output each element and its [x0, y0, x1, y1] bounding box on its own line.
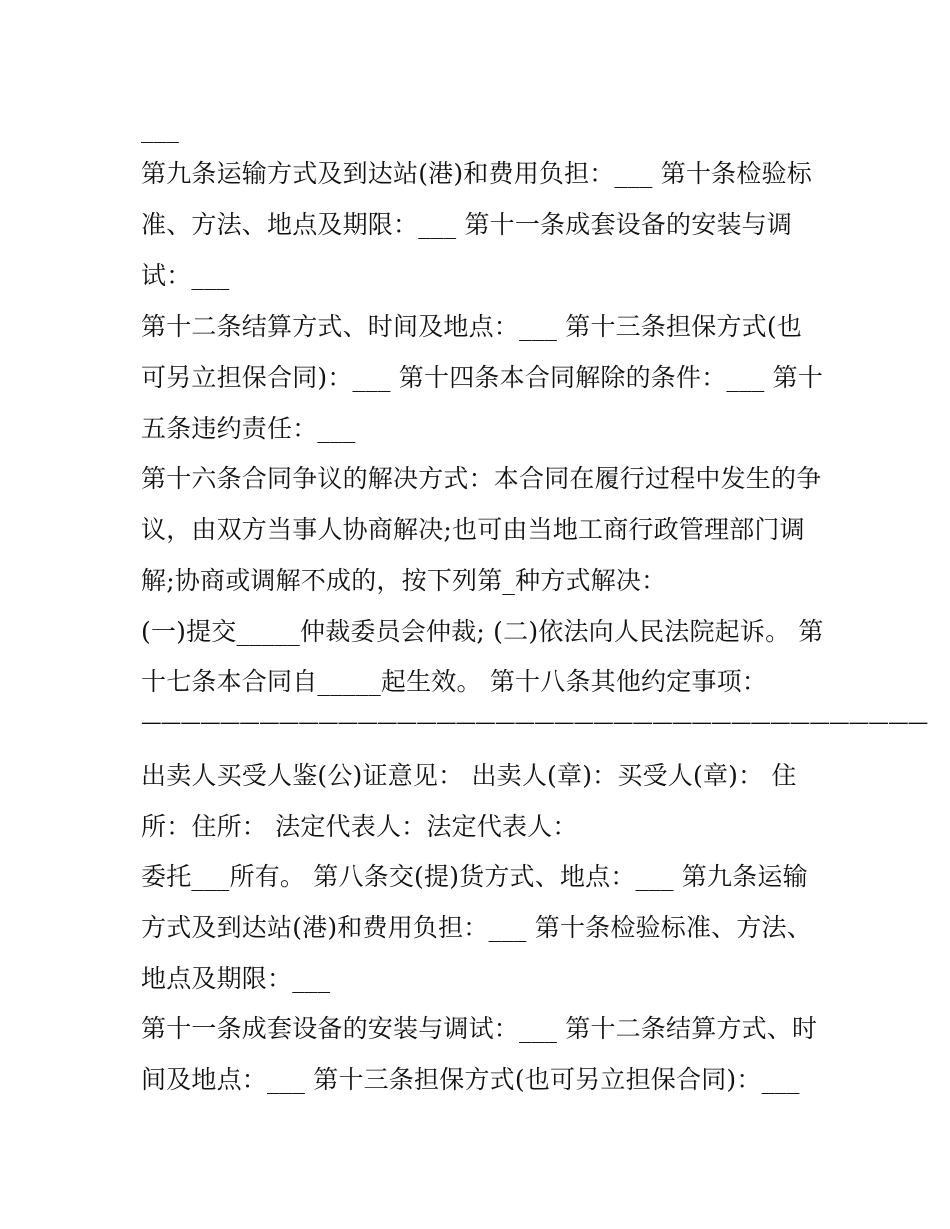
- text-line-2: 第九条运输方式及到达站(港)和费用负担：___ 第十条检验标: [141, 159, 812, 188]
- text-line-1: ___: [141, 114, 180, 143]
- text-line-11: (一)提交_____仲裁委员会仲裁; (二)依法向人民法院起诉。 第: [141, 617, 824, 646]
- separator-dash-line: ————————————————————————————————————————: [141, 710, 928, 734]
- text-line-12: 十七条本合同自_____起生效。 第十八条其他约定事项：: [141, 667, 768, 696]
- text-line-18: 第十一条成套设备的安装与调试：___ 第十二条结算方式、时: [141, 1014, 818, 1043]
- text-line-4: 试：___: [141, 261, 230, 290]
- text-line-6: 可另立担保合同)：___ 第十四条本合同解除的条件：___ 第十: [141, 363, 824, 392]
- text-line-16: 方式及到达站(港)和费用负担：___ 第十条检验标准、方法、: [141, 913, 812, 942]
- text-line-19: 间及地点：___ 第十三条担保方式(也可另立担保合同)：___: [141, 1065, 800, 1094]
- text-line-17: 地点及期限：___: [141, 964, 331, 993]
- text-line-7: 五条违约责任：___: [141, 414, 356, 443]
- text-line-10: 解;协商或调解不成的，按下列第_种方式解决：: [141, 566, 667, 595]
- text-line-9: 议，由双方当事人协商解决;也可由当地工商行政管理部门调: [141, 515, 805, 544]
- text-line-13: 出卖人买受人鉴(公)证意见： 出卖人(章)：买受人(章)： 住: [141, 761, 797, 790]
- text-line-3: 准、方法、地点及期限：___ 第十一条成套设备的安装与调: [141, 210, 793, 239]
- text-line-8: 第十六条合同争议的解决方式：本合同在履行过程中发生的争: [141, 464, 822, 493]
- text-line-5: 第十二条结算方式、时间及地点：___ 第十三条担保方式(也: [141, 312, 803, 341]
- text-line-15: 委托___所有。 第八条交(提)货方式、地点：___ 第九条运输: [141, 862, 808, 891]
- text-line-14: 所：住所： 法定代表人：法定代表人：: [141, 812, 578, 841]
